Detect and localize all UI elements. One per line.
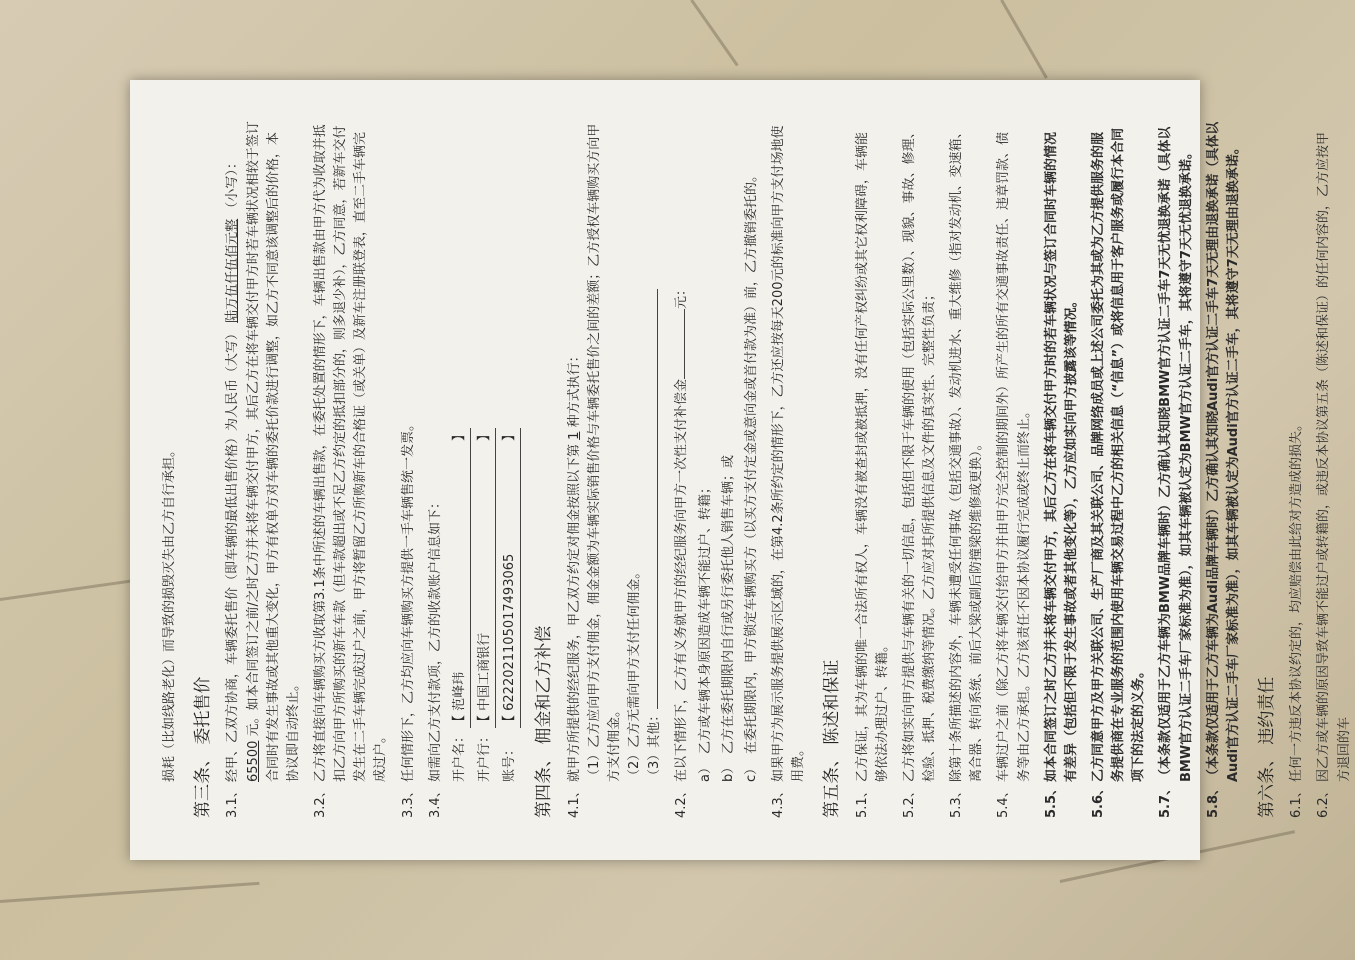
clause-4-1: 4.1、 就甲方所提供的经纪服务，甲乙双方约定对佣金按照以下第 1 种方式执行： <box>566 349 582 818</box>
clause-5-3: 5.3、 除第十条所描述的内容外，车辆未遭受任何事故（包括交通事故）、发动机进水、重大维修（指对发动机、变速箱、离合器、转向系统、前后大梁或副后防撞梁的维修或更换）。 <box>949 125 985 818</box>
clause-6-1: 6.1、 任何一方违反本协议约定的，均应赔偿由此给对方造成的损失。 <box>1289 417 1305 818</box>
clause-6-2: 6.2、 因乙方或车辆的原因导致车辆不能过户或转籍的，或违反本协议第五条（陈述和保证）的任何内容的，乙方应按甲方退回的车 <box>1316 131 1352 818</box>
intro-text: 损耗（比如线路老化）而导致的损毁灭失由乙方自行承担。 <box>162 443 177 782</box>
bank-value: 【 中国工商银行 <box>477 632 493 728</box>
bank-row: 开户行： 【 中国工商银行 】 <box>475 120 496 782</box>
clause-text: 经甲、乙双方协商，车辆委托售价（即车辆的最低出售价格）为人民币（大写） 陆万伍仟伍佰元整 （小写）： 65500 元。如本合同签订之前/之时乙方并未将车辆交付甲方，其后乙方在将车辆交付甲方时若车辆状况相较于签订合同时有发生事故或其他重大变化，甲方有权单方对车辆的委托价款进行调整，如乙方不同意该调整后的价格，本协议即自动终止。 <box>225 121 301 782</box>
clause-5-8: 5.8、 （本条款仅适用于乙方车辆为Audi品牌车辆时）乙方确认其知晓Audi官方认证二手车7天无理由退换承诺（具体以Audi官方认证二手车厂家标准为准），如其车辆被认定为Audi官方认证二手车，其将遵守7天无理由退换承诺。 <box>1205 121 1241 818</box>
clause-4-2: 4.2、 在以下情形下，乙方有义务就甲方的经纪服务向甲方一次性支付补偿金元： <box>674 282 690 818</box>
account-name-row: 开户名： 【 范峰玮 】 <box>450 120 471 782</box>
section-5-title: 第五条、 陈述和保证 <box>822 659 843 818</box>
floor-seam <box>0 882 259 903</box>
option-2: （2）乙方无需向甲方支付任何佣金。 <box>627 565 643 782</box>
clause-5-5: 5.5、 如本合同签订之时乙方并未将车辆交付甲方，其后乙方在将车辆交付甲方时的若车辆状况与签订合同时车辆的情况有差异（包括但不限于发生事故或者其他变化等），乙方应如实向甲方披露该等情况。 <box>1043 131 1079 818</box>
clause-4-3: 4.3、 如果甲方为展示服务提供展示区域的，在第4.2条所约定的情形下，乙方还应按每天200元的标准向甲方支付场地使用费。 <box>770 125 807 818</box>
account-name-value: 【 范峰玮 <box>451 671 467 728</box>
section-4-title: 第四条、 佣金和乙方补偿 <box>534 625 555 818</box>
clause-5-6: 5.6、 乙方同意甲方及甲方关联公司、生产厂商及其关联公司、品牌网络成员或上述公司委托为其或为乙方提供服务的服务提供商在专业服务的范围内使用车辆交易过程中乙方的相关信息（“信息”）或将信息用于客户服务或履行本合同项下的法定的义务。 <box>1090 127 1147 818</box>
commission-option: 1 <box>566 431 582 440</box>
clause-4-2-b: b） 乙方在委托期限内自行或另行委托他人销售车辆；或 <box>720 454 736 782</box>
clause-3-4: 3.4、 如需向乙方支付款项，乙方的收款账户信息如下： <box>427 495 443 818</box>
option-3: （3）其他： <box>645 120 665 818</box>
option-1: （1）乙方应向甲方支付佣金，佣金金额为车辆实际销售价格与车辆委托售价之间的差额；乙方授权车辆购买方向甲方支付佣金。 <box>586 123 622 782</box>
clause-5-4: 5.4、 车辆过户之前（除乙方将车辆交付给甲方并由甲方完全控制的期间外）所产生的所有交通事故责任、违章罚款、债务等由乙方承担。乙方该责任不因本协议履行完成或终止而终止。 <box>996 131 1032 818</box>
clause-3-2: 3.2、 乙方将直接向车辆购买方收取第3.1条中所述的车辆出售款，在委托处置的情形下，车辆出售款由甲方代为收取并抵扣乙方向甲方所购买的新车车款（但车款超出或不足乙方约定的抵扣部分的，则多退少补），乙方同意，若新车交付发生在二手车辆完成过户之前，甲方将暂留乙方所购新车的合格证（或关单）及新车注册联登表，直至二手车辆完成过户。 <box>313 124 389 818</box>
section-6-title: 第六条、 违约责任 <box>1256 676 1277 818</box>
price-lower: 65500 <box>245 740 261 782</box>
account-number-row: 账号： 【 6222021105017493065 】 <box>500 120 521 782</box>
clause-4-2-c: c） 在委托期限内，甲方锁定车辆购买方（以买方支付定金或意向金或首付款为准）前，乙方撤销委托的。 <box>743 168 759 782</box>
clause-5-1: 5.1、 乙方保证，其为车辆的唯一合法所有权人，车辆没有被查封或被抵押，没有任何产权纠纷或其它权利障碍，车辆能够依法办理过户、转籍。 <box>854 131 890 818</box>
contract-page <box>130 80 1352 860</box>
floor-seam <box>1000 0 1048 79</box>
clause-number: 3.1、 <box>225 784 241 818</box>
section-3-title: 第三条、 委托售价 <box>193 676 214 818</box>
clause-4-2-a: a） 乙方或车辆本身原因造成车辆不能过户、转籍； <box>697 480 713 782</box>
clause-3-3: 3.3、 任何情形下，乙方均应向车辆购买方提供一手车辆售统一发票。 <box>400 417 416 818</box>
clause-3-1 <box>223 120 304 818</box>
clause-5-7: 5.7、 （本条款仅适用于乙方车辆为BMW品牌车辆时）乙方确认其知晓BMW官方认证二手车7天无忧退换承诺（具体以BMW官方认证二手车厂家标准为准），如其车辆被认定为BMW官方认证二手车，其将遵守7天无忧退换承诺。 <box>1158 126 1194 818</box>
account-number-value: 【 6222021105017493065 <box>502 553 518 728</box>
floor-seam <box>690 0 738 66</box>
price-upper: 陆万伍仟伍佰元整 <box>225 218 241 323</box>
clause-5-2: 5.2、 乙方将如实向甲方提供与车辆有关的一切信息，包括但不限于车辆的使用（包括实际公里数）、现貌、事故、修理、检验、抵押、税费缴纳等情况。乙方应对其所提供信息及文件的真实性、完整性负责； <box>901 125 937 818</box>
